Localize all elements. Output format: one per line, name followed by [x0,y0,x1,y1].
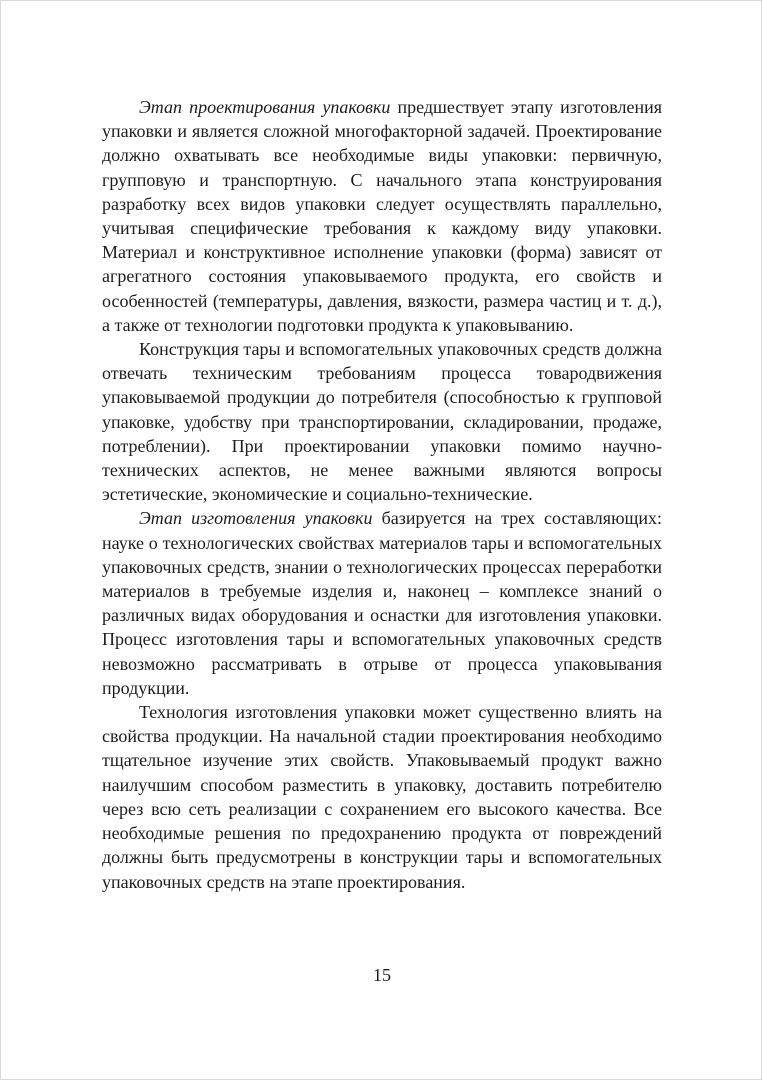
paragraph-text: Конструкция тары и вспомогательных упаковочных средств должна отвечать техническим требованиям процесса товародвижения упаковываемой продукции до потребителя (способностью к групповой упаковке, удобству при транспортировании, складировании, продаже, потреблении). При проектировании упаковки помимо научно-технических аспектов, не менее важными являются вопросы эстетические, экономические и социально-технические. [102,339,662,505]
italic-lead: Этап изготовления упаковки [139,508,373,529]
paragraph-technology [102,700,662,894]
body-text [102,95,662,894]
paragraph-text: Технология изготовления упаковки может существенно влиять на свойства продукции. На начальной стадии проектирования необходимо тщательное изучение этих свойств. Упаковываемый продукт важно наилучшим способом разместить в упаковку, доставить потребителю через всю сеть реализации с сохранением его высокого качества. Все необходимые решения по предохранению продукта от повреждений должны быть предусмотрены в конструкции тары и вспомогательных упаковочных средств на этапе проектирования. [102,702,662,892]
paragraph-text: базируется на трех составляющих: науке о технологических свойствах материалов тары и вспомогательных упаковочных средств, знании о технологических процессах переработки материалов в требуемые изделия и, наконец – комплексе знаний о различных видах оборудования и оснастки для изготовления упаковки. Процесс изготовления тары и вспомогательных упаковочных средств невозможно рассматривать в отрыве от процесса упаковывания продукции. [102,508,663,698]
paragraph-design-stage [102,95,662,337]
page-number: 15 [373,965,391,985]
paragraph-manufacturing-stage [102,506,662,700]
paragraph-construction [102,337,662,506]
italic-lead: Этап проектирования упаковки [139,97,391,117]
paragraph-text: предшествует этапу изготовления упаковки и является сложной многофакторной задачей. Проектирование должно охватывать все необходимые виды упаковки: первичную, групповую и транспортную. С начального этапа конструирования разработку всех видов упаковки следует осуществлять параллельно, учитывая специфические требования к каждому виду упаковки. Материал и конструктивное исполнение упаковки (форма) зависят от агрегатного состояния упаковываемого продукта, его свойств и особенностей (температуры, давления, вязкости, размера частиц и т. д.), а также от технологии подготовки продукта к упаковыванию. [102,97,662,335]
